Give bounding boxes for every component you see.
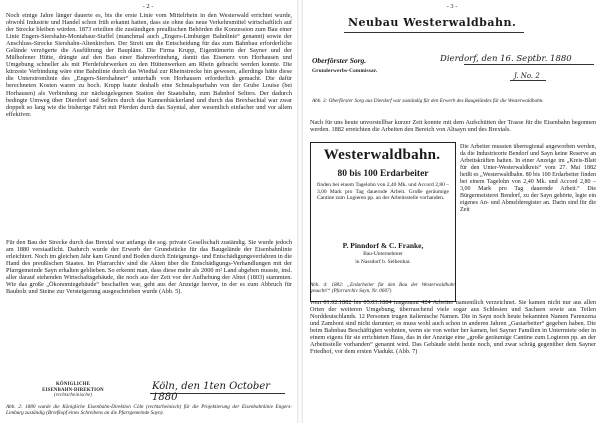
letterhead-role: Grunderwerbs-Commissar. [312,68,378,74]
ad-subtitle: 80 bis 100 Erdarbeiter [337,169,429,179]
body-paragraph: Die Arbeiter mussten überregional angeworben werden, da die Industrieorte Bendorf und Sayn keine Reserve an Arbeitskräften hatten. In einer Anzeige im „Kreis-Blatt für den Unter-Westerwaldkreis“ vom 27. Mai 1882 heißt es „Westerwaldbahn. 80 bis 100 Erdarbeiter finden bei einem Tagelohn von 2,40 Mk. und Accord 2,80 – 3,00 Mark pro Tag dauernde Arbeit.“ Die Bürgermeisterei Bendorf, zu der Sayn gehörte, legte ein eigenes An- und Abmelderegister an. Darin sind für die Zeit [460,144,596,213]
body-paragraph: Für den Bau der Strecke durch das Brextal war anfangs die sog. private Gesellschaft zuständig. Sie wurde jedoch am 1880 verstaatlicht. Dadurch wurde der Erwerb der Grundstücke für das Baugelände der Eisenbahnlinie erleichtert. Noch im gleichen Jahr kam Grund und Boden durch Enteignungs- und Entschädigungsverfahren in die Hand des preußischen Staates. Im Pfarrarchiv sind die Akten über die Entschädigungs-Verhandlungen mit der Pfarrgemeinde Sayn erhalten geblieben. So erkennt man, dass diese mehr als 2000 m² Land abgeben musste, insl. aller darauf stehenden Wirtschaftsgebäude, die noch aus der Zeit vor der Aufhebung der Abtei (1803) stammten. Wie das große „Ökonomiegebäude“ beschaffen war, geht aus der Anzeige hervor, in der es zum Abbruch für Bauholz und Steine zur Versteigerung ausgeschrieben wurde (Abb. 5). [6,239,292,296]
ad-company: P. Pinndorf & C. Franke, [342,241,424,250]
seal-line: (rechtsrheinische) [53,393,93,399]
date-rule [464,64,594,65]
ad-title: Westerwaldbahn. [323,147,441,163]
figure-caption: Abb. 4: 1882: „Erdarbeiter für den Bau der Westerwaldbahn gesucht!“ (Pfarrarchiv Sayn, Nr. 0607) [310,282,456,294]
seal-line: KÖNIGLICHE [56,382,90,387]
page-number: - 2 - [142,3,154,10]
signature-rule [150,393,285,394]
letterhead-title: Neubau Westerwaldbahn. [348,16,517,29]
title-rule [344,32,524,33]
left-page [0,0,296,423]
figure-caption: Abb. 3: Oberförster Sorg aus Dierdorf war zuständig für den Erwerb des Baugeländes für die Westerwaldbahn. [312,98,544,104]
ad-body: finden bei einem Tagelohn von 2,40 Mk. und Accord 2,80 – 3,00 Mark pro Tag dauernde Arbeit. Große geräumige Cantine zum Logieren pp. an der Arbeitsstelle vorhanden. [317,182,449,202]
body-paragraph: Noch einige Jahre länger dauerte es, bis die erste Linie vom Mittelrhein in den Westerwald errichtet wurde, obwohl Industrie und Handel schon früh erkannt hatten, dass sie ohne das neue Verkehrsmittel wirtschaftlich auf der Strecke bleiben würden. 1873 erteilten die zuständigen preußischen Behörden die Konzession zum Bau einer Linie Engers-Siershahn-Montabaur-Staffel (manchmal auch „Engers-Limburger Bahnlinie“ genannt) sowie der Anschluss-Strecke Siershahn-Altenkirchen. Der Streit um die Entscheidung für das zum Bahnbau erforderliche Gelände verzögerte die Ausführung der Baupläne. Die Firma Krupp, Eigentümerin der Sayner und der Mülhofener Hütte, drängte auf den Bau einer Bahnverbindung, damit das Eisenerz von Horhausen und Umgebung schneller als mit Pferdefuhrwerken zu den Hüttenwerken am Rhein gebracht werden konnte. Die kürzeste Verbindung wäre eine Bahnlinie durch das Wiedtal zur Rheinstrecke hin gewesen, allerdings hätte diese die Unterstromlinie des „Engers-Siershahner“ unterhalb von Horhausen erforderlich gemacht. Die dafür berechneten Kosten waren zu hoch. Krupp baute deshalb eine Schmalspurbahn von der Grube Louise (bei Horhausen) als Verbindung zur nächstgelegenen Station der Staatsbahn, zum Bahnhof Selters. Der dadurch bedingte Umweg über Dierdorf und Selters durch das Kannenbäckerland und durch das Brexbachtal war zwar doppelt so lang wie die bisherige Fahrt mit Pferden durch das Sayntal, aber wesentlich einfacher und vor allem effektiver. [6,12,292,118]
ad-place: in Nassdorf b. Selbenhar. [355,259,411,265]
letterhead-seal [28,382,118,399]
right-page [304,0,600,423]
book-gutter [297,0,303,423]
letterhead-sender: Oberförster Sorg. [312,56,367,65]
letterhead-figure [304,12,600,116]
body-paragraph: vom 01.02.1882 bis 05.03.1884 insgesamt 424 Arbeiter namentlich verzeichnet. Sie kamen nicht nur aus allen Orten der weiteren Umgebung, überraschend viele sogar aus Schlesien und Sachsen sowie aus Teilen Norddeutschlands. 12 Personen trugen italienische Namen. Die in Sayn noch heute bekannten Namen Farenzena und Zamboni sind nicht darunter; es muss wohl auch schon in anderen Jahren „Gastarbeiter“ gegeben haben. Die beim Bahnbau Beschäftigten wohnten, wenn sie von weiter her kamen, bei Sayner Familien in Untermiete oder in einem eigens für sie errichteten Haus, das in der Anzeige eine „große geräumige Cantine zum Logieren pp. an der Arbeitsstelle vorhanden“ genannt wird. Das Gebäude steht heute noch, und zwar schräg gegenüber dem Sayner Friedhof, vor dem ersten Viadukt. (Abb. 7) [310,299,596,356]
ad-role: Bau-Unternehmer [363,251,403,257]
newspaper-ad [310,142,456,302]
handwritten-date: Köln, den 1ten October 1880 [152,381,271,403]
figure-caption: Abb. 2: 1880 wurde die Königliche Eisenbahn-Direktion Cöln (rechtsrheinisch) für die Projektierung der Eisenbahnlinie Engers-Limburg zuständig (Briefkopf eines Schreibens an die Pfarrgemeinde Sayn). [6,404,292,416]
number-rule [510,80,546,81]
letterhead-place-date: Dierdorf, den 16. Septbr. 1880 [440,54,572,64]
letterhead-journal-number: J. No. 2 [514,72,540,80]
body-paragraph: Nach für uns heute unvorstellbar kurzer Zeit konnte mit dem Aufschütten der Trasse für die Eisenbahn begonnen werden. 1882 erreichten die Arbeiten den Bereich von Altsayn und des Brextals. [310,119,596,134]
page-number: - 3 - [446,3,458,10]
seal-line: EISENBAHN-DIREKTION [42,387,104,393]
